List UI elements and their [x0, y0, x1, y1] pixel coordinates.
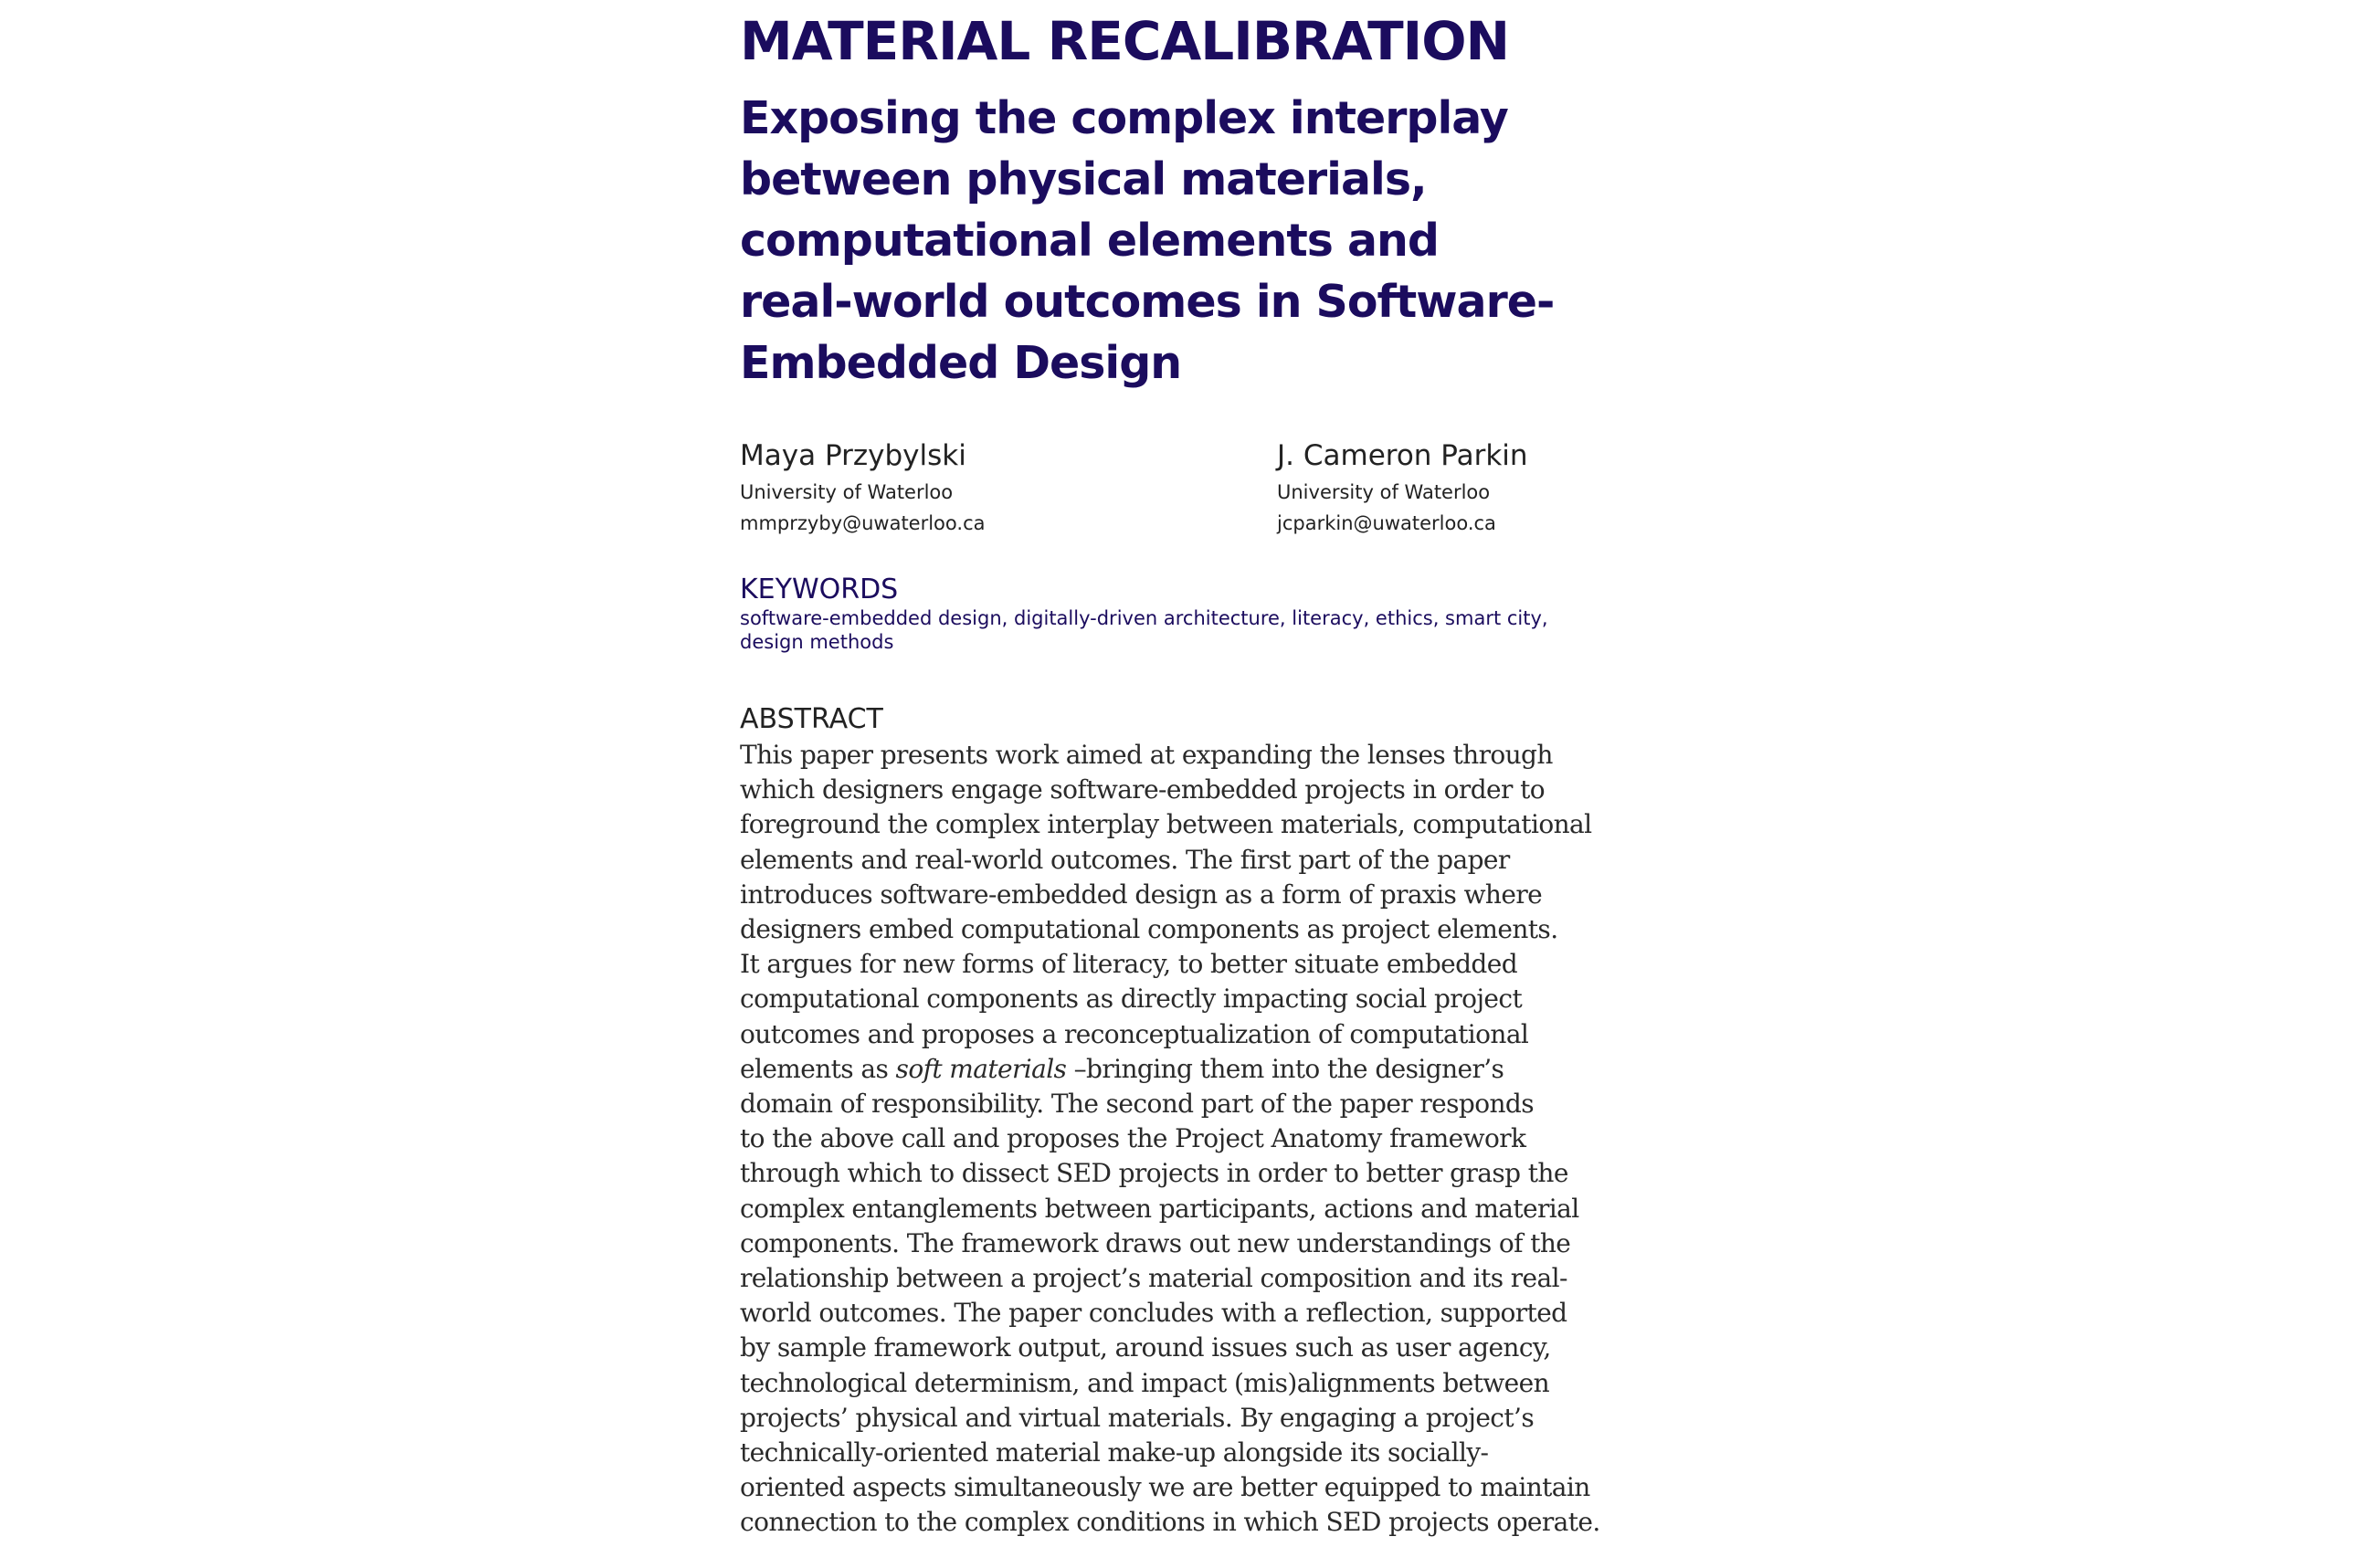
subtitle-line: computational elements and	[740, 215, 1440, 267]
abstract-text: –bringing them into the designer’s	[1066, 1053, 1504, 1084]
soft-materials-emphasis: soft materials	[895, 1053, 1067, 1084]
abstract-line: relationship between a project’s material composition and its real-	[740, 1263, 1567, 1294]
abstract-line: designers embed computational components as project elements.	[740, 914, 1558, 945]
abstract-line: projects’ physical and virtual materials. By engaging a project’s	[740, 1402, 1535, 1433]
abstract-line: elements and real-world outcomes. The first part of the paper	[740, 844, 1510, 875]
abstract-line: oriented aspects simultaneously we are better equipped to maintain	[740, 1472, 1590, 1503]
abstract-line: domain of responsibility. The second part of the paper responds	[740, 1089, 1535, 1120]
abstract-line: It argues for new forms of literacy, to better situate embedded	[740, 949, 1518, 980]
abstract-text: elements as	[740, 1053, 896, 1084]
abstract-line: outcomes and proposes a reconceptualization of computational	[740, 1018, 1529, 1049]
abstract-body	[740, 738, 1640, 1541]
abstract-line: technological determinism, and impact (mis)alignments between	[740, 1367, 1550, 1398]
author-name: Maya Przybylski	[740, 439, 966, 472]
abstract-line: introduces software-embedded design as a form of praxis where	[740, 879, 1543, 910]
abstract-line: which designers engage software-embedded projects in order to	[740, 774, 1546, 805]
keywords-line: software-embedded design, digitally-driven architecture, literacy, ethics, smart city,	[740, 607, 1548, 629]
author-2	[1277, 435, 1528, 539]
paper-title: MATERIAL RECALIBRATION	[740, 10, 1510, 72]
abstract-line: through which to dissect SED projects in order to better grasp the	[740, 1158, 1568, 1189]
abstract-line: This paper presents work aimed at expanding the lenses through	[740, 740, 1553, 770]
abstract-line: to the above call and proposes the Project Anatomy framework	[740, 1123, 1526, 1154]
abstract-line: computational components as directly impacting social project	[740, 984, 1523, 1015]
subtitle-line: Exposing the complex interplay	[740, 92, 1508, 144]
author-affiliation: University of Waterloo	[1277, 481, 1491, 503]
abstract-line: foreground the complex interplay between materials, computational	[740, 809, 1592, 840]
abstract-line: by sample framework output, around issues such as user agency,	[740, 1332, 1551, 1363]
subtitle-line: between physical materials,	[740, 153, 1427, 205]
abstract-line: world outcomes. The paper concludes with a reflection, supported	[740, 1298, 1567, 1329]
abstract-heading: ABSTRACT	[740, 703, 883, 735]
abstract-line: components. The framework draws out new understandings of the	[740, 1227, 1571, 1258]
subtitle-line: real-world outcomes in Software-	[740, 276, 1555, 328]
abstract-line: connection to the complex conditions in which SED projects operate.	[740, 1507, 1600, 1538]
author-1	[740, 435, 985, 539]
keywords-heading: KEYWORDS	[740, 574, 899, 605]
author-email: mmprzyby@uwaterloo.ca	[740, 512, 986, 534]
author-email: jcparkin@uwaterloo.ca	[1277, 512, 1496, 534]
keywords-list	[740, 606, 1635, 654]
abstract-line-emphasis	[740, 1052, 1640, 1087]
author-affiliation: University of Waterloo	[740, 481, 954, 503]
abstract-line: technically-oriented material make-up alongside its socially-	[740, 1437, 1489, 1468]
keywords-line: design methods	[740, 631, 894, 653]
paper-subtitle	[740, 88, 1562, 394]
author-name: J. Cameron Parkin	[1277, 439, 1528, 472]
abstract-line: complex entanglements between participants, actions and material	[740, 1193, 1579, 1224]
subtitle-line: Embedded Design	[740, 337, 1182, 389]
